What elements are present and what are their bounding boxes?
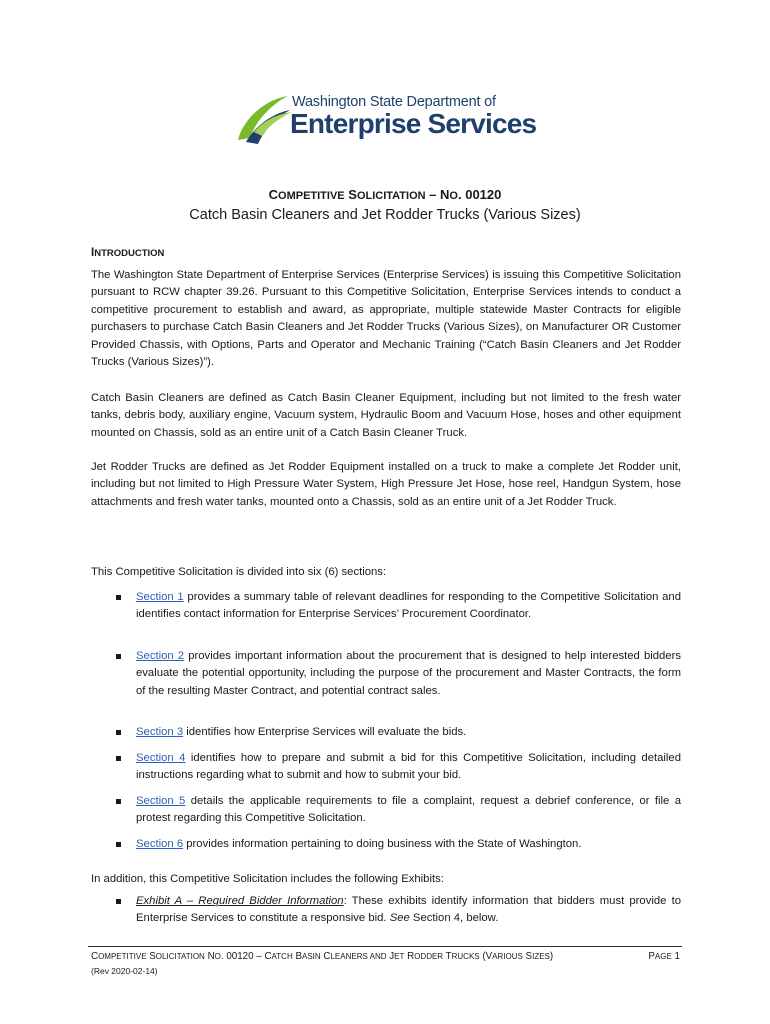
- bullet-icon: [116, 899, 121, 904]
- section-2-link[interactable]: Section 2: [136, 650, 185, 662]
- intro-paragraph: The Washington State Department of Enterprise Services (Enterprise Services) is issuing this Competitive Solicitation pursuant to RCW chapter 39.26. Pursuant to this Competitive Solicitation, Enterprise Services intends to conduct a competitive procurement to establish and award, as appropriate, multiple statewide Master Contracts for eligible purchasers to purchase Catch Basin Cleaners and Jet Rodder Trucks (Various Sizes), on Manufacturer OR Customer Provided Chassis, with Options, Parts and Operator and Mechanic Training (“Catch Basin Cleaners and Jet Rodder Trucks (Various Sizes)”).: [91, 269, 681, 369]
- section-6-link[interactable]: Section 6: [136, 838, 184, 850]
- footer-divider: [88, 946, 682, 947]
- document-page: Washington State Department of Enterprise Services COMPETITIVE SOLICITATION – NO. 00120 Catch Basin Cleaners and Jet Rodder Trucks (Various Sizes) INTRODUCTION The Washington State Department of Enterprise Services (Enterprise Services) is issuing this Competitive Solicitation pursuant to RCW chapter 39.26. Pursuant to this Competitive Solicitation, Enterprise Services intends to conduct a competitive procurement to establish and award, as appropriate, multiple statewide Master Contracts for eligible purchasers to purchase Catch Basin Cleaners and Jet Rodder Trucks (Various Sizes), on Manufacturer OR Customer Provided Chassis, with Options, Parts and Operator and Mechanic Training (“Catch Basin Cleaners and Jet Rodder Trucks (Various Sizes)”). Catch Basin Cleaners are defined as Catch Basin Cleaner Equipment, including but not limited to the fresh water tanks, debris body, auxiliary engine, Vacuum system, Hydraulic Boom and Vacuum Hose, hoses and other equipment mounted on Chassis, sold as an entire unit of a Catch Basin Cleaner Truck. Jet Rodder Trucks are defined as Jet Rodder Equipment installed on a truck to make a complete Jet Rodder unit, including but not limited to High Pressure Water System, High Pressure Jet Hose, hose reel, Handgun System, hose attachments and fresh water tanks, mounted onto a Chassis, sold as an entire unit of a Jet Rodder Truck. This Competitive Solicitation is divided into six (6) sections: Section 1 provides a summary table of relevant deadlines for responding to the Competitive Solicitation and identifies contact information for Enterprise Services’ Procurement Coordinator. Section 2 provides important information about the procurement that is designed to help interested bidders evaluate the potential opportunity, including the purpose of the procurement and Master Contracts, the form of the resulting Master Contract, and potential contract sales. Section 3 identifies how Enterprise Services will evaluate the bids. Section 4 identifies how to prepare and submit a bid for this Competitive Solicitation, including detailed instructions regarding what to submit and how to submit your bid. Section 5 details the applicable requirements to file a complaint, request a debrief conference, or file a protest regarding this Competitive Solicitation. Section 6 provides information pertaining to doing business with the State of Washington. In addition, this Competitive Solicitation includes the following Exhibits: Exhibit A – Required Bidder Information: These exhibits identify information that bidders must provide to Enterprise Services to constitute a responsive bid. See Section 4, below. COMPETITIVE SOLICITATION NO. 00120 – CATCH BASIN CLEANERS AND JET RODDER TRUCKS (VARIOUS SIZES) PAGE 1 (Rev 2020-02-14): [0, 0, 770, 1024]
- section-4-link[interactable]: Section 4: [136, 752, 186, 764]
- document-title: Catch Basin Cleaners and Jet Rodder Trucks (Various Sizes): [189, 207, 581, 223]
- section-1-link[interactable]: Section 1: [136, 591, 184, 603]
- solicitation-heading: COMPETITIVE SOLICITATION – NO. 00120: [268, 187, 502, 202]
- sections-intro: This Competitive Solicitation is divided into six (6) sections:: [91, 566, 387, 578]
- page-number: PAGE 1: [648, 951, 680, 962]
- jet-rodder-definition: Jet Rodder Trucks are defined as Jet Rodder Equipment installed on a truck to make a complete Jet Rodder unit, including but not limited to High Pressure Water System, High Pressure Jet Hose, hose reel, Handgun System, hose attachments and fresh water tanks, mounted onto a Chassis, sold as an entire unit of a Jet Rodder Truck.: [91, 461, 681, 508]
- logo-line-1: Washington State Department of: [292, 94, 496, 110]
- bullet-icon: [116, 842, 121, 847]
- bullet-icon: [116, 756, 121, 761]
- exhibits-intro: In addition, this Competitive Solicitation includes the following Exhibits:: [91, 873, 444, 885]
- footer-title: COMPETITIVE SOLICITATION NO. 00120 – CATCH BASIN CLEANERS AND JET RODDER TRUCKS (VARIOUS SIZES): [91, 951, 554, 962]
- bullet-icon: [116, 595, 121, 600]
- section-3-link[interactable]: Section 3: [136, 726, 184, 738]
- bullet-icon: [116, 730, 121, 735]
- exhibit-a-label: Exhibit A – Required Bidder Information: [136, 895, 344, 907]
- logo-line-2: Enterprise Services: [290, 108, 537, 139]
- bullet-icon: [116, 799, 121, 804]
- catch-basin-definition: Catch Basin Cleaners are defined as Catch Basin Cleaner Equipment, including but not limited to the fresh water tanks, debris body, auxiliary engine, Vacuum system, Hydraulic Boom and Vacuum Hose, hoses and other equipment mounted on Chassis, sold as an entire unit of a Catch Basin Cleaner Truck.: [91, 392, 681, 439]
- revision-date: (Rev 2020-02-14): [91, 966, 158, 976]
- swoosh-logo-icon: [232, 92, 294, 146]
- bullet-icon: [116, 654, 121, 659]
- des-logo: [232, 90, 542, 148]
- introduction-heading: INTRODUCTION: [91, 247, 165, 259]
- section-5-link[interactable]: Section 5: [136, 795, 186, 807]
